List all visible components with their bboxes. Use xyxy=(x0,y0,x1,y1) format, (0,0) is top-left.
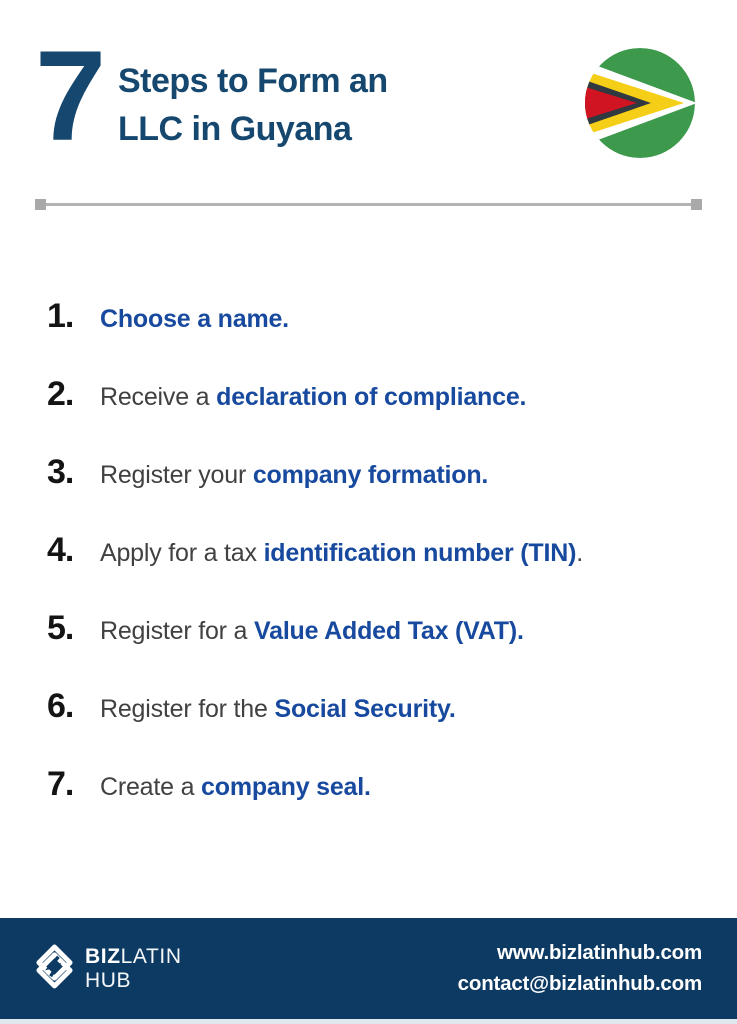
logo-wordmark xyxy=(85,945,182,991)
step-number: 2. xyxy=(47,375,74,413)
step-number: 3. xyxy=(47,453,74,491)
guyana-flag-icon xyxy=(585,48,695,158)
step-text-regular: Receive a xyxy=(100,383,217,411)
step-text xyxy=(100,771,371,804)
step-number: 7. xyxy=(47,765,74,803)
step-text-regular: Register your xyxy=(100,461,253,489)
list-item xyxy=(47,297,722,338)
list-item xyxy=(47,375,722,416)
step-text xyxy=(100,615,524,648)
step-text-suffix: . xyxy=(576,539,583,567)
logo-word-hub: HUB xyxy=(85,968,132,992)
divider xyxy=(35,199,702,210)
step-text xyxy=(100,381,526,414)
step-text-highlight: company formation. xyxy=(252,461,489,489)
divider-line xyxy=(46,203,691,206)
step-text-highlight: Value Added Tax (VAT). xyxy=(254,617,524,645)
divider-right-endpoint xyxy=(691,199,702,210)
contact-info xyxy=(458,938,702,1000)
step-text-highlight: declaration of compliance. xyxy=(216,383,527,411)
list-item xyxy=(47,609,722,650)
step-number: 4. xyxy=(47,531,74,569)
bizlatinhub-logo xyxy=(35,944,182,994)
page-title xyxy=(118,57,388,154)
steps-list xyxy=(47,297,722,843)
bottom-strip xyxy=(0,1019,737,1024)
list-item xyxy=(47,453,722,494)
step-number: 5. xyxy=(47,609,74,647)
divider-left-endpoint xyxy=(35,199,46,210)
step-number: 6. xyxy=(47,687,74,725)
website-url: www.bizlatinhub.com xyxy=(497,940,702,964)
list-item xyxy=(47,765,722,806)
step-text-highlight: Choose a name. xyxy=(100,305,289,333)
step-text xyxy=(100,303,289,336)
step-text-highlight: identification number (TIN) xyxy=(263,539,577,567)
title-line-1: Steps to Form an xyxy=(118,62,388,100)
step-text-highlight: Social Security. xyxy=(274,695,456,723)
step-text xyxy=(100,693,456,726)
list-item xyxy=(47,531,722,572)
step-text-regular: Register for a xyxy=(100,617,255,645)
step-text-regular: Create a xyxy=(100,773,202,801)
step-number: 1. xyxy=(47,297,74,335)
step-text-regular: Apply for a tax xyxy=(100,539,264,567)
logo-word-biz: BIZ xyxy=(85,945,121,969)
step-text xyxy=(100,459,488,492)
step-text-regular: Register for the xyxy=(100,695,275,723)
logo-word-latin: LATIN xyxy=(120,945,182,969)
title-line-2: LLC in Guyana xyxy=(118,110,352,149)
step-text-highlight: company seal. xyxy=(201,773,371,801)
big-number: 7 xyxy=(35,25,105,168)
list-item xyxy=(47,687,722,728)
step-text xyxy=(100,537,583,570)
bizlatinhub-logo-icon xyxy=(35,944,74,994)
footer-bar xyxy=(0,918,737,1019)
contact-email: contact@bizlatinhub.com xyxy=(457,971,702,995)
